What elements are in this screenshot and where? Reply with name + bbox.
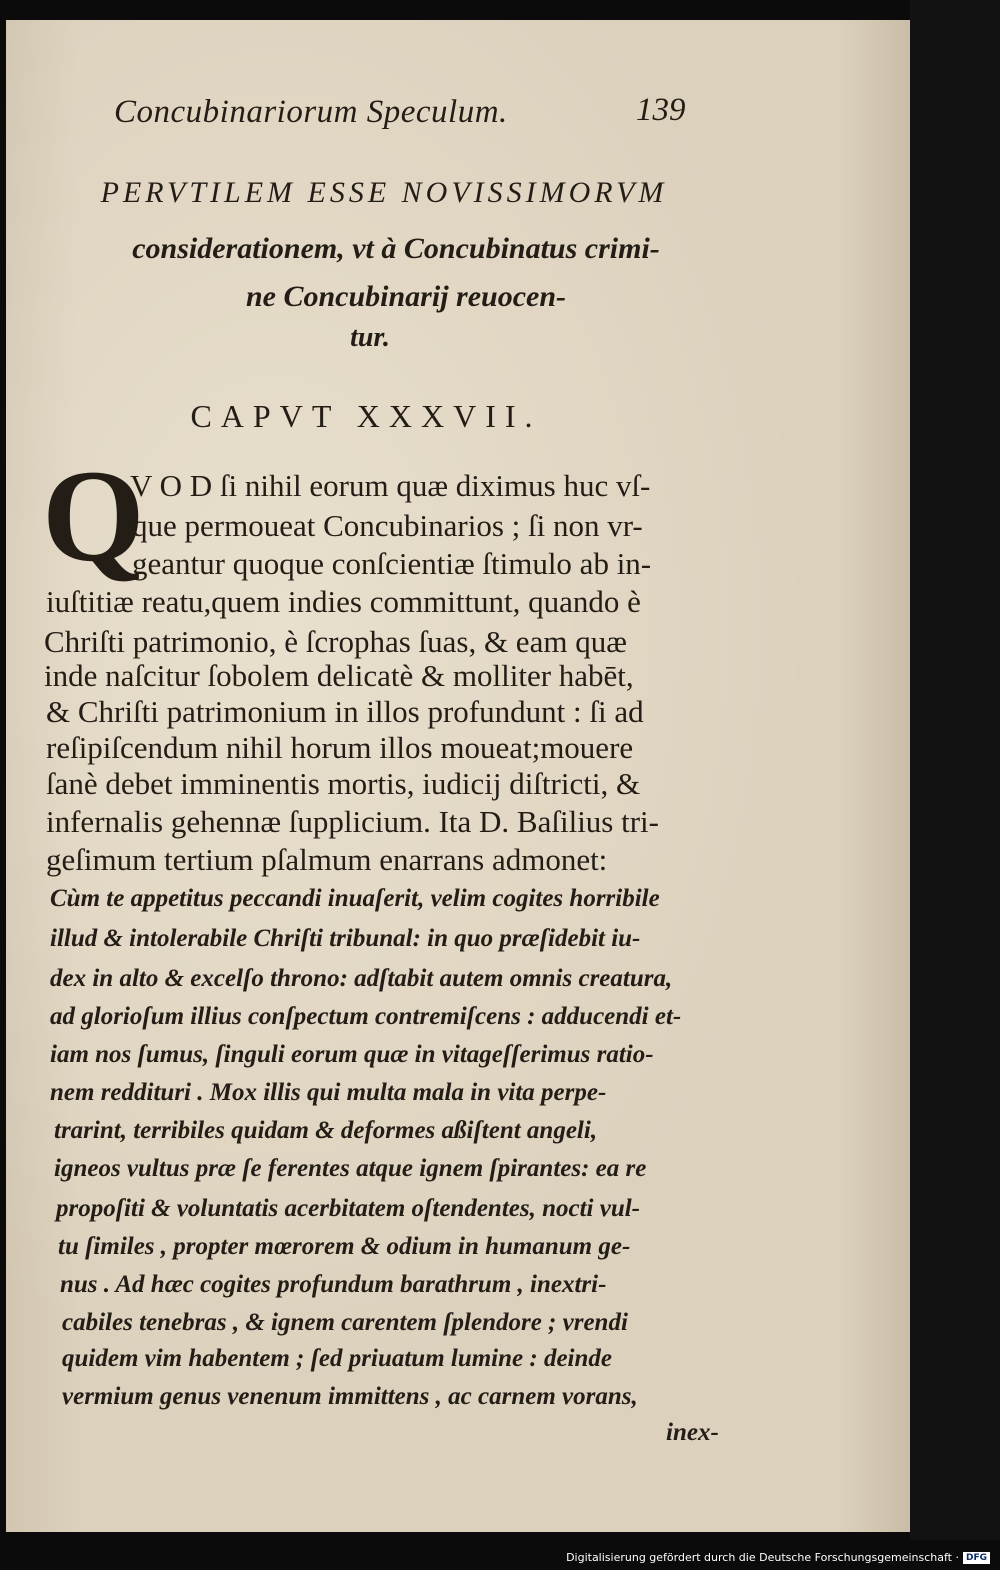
dfg-logo-icon: DFG [963,1552,990,1564]
drop-cap: Q [42,442,145,589]
body-line: geſimum tertium pſalmum enarrans admonet: [46,842,608,877]
body-line: & Chriſti patrimonium in illos profundunt : ſi ad [46,694,644,729]
digitization-credit [566,1551,990,1564]
book-page [6,20,910,1532]
quote-line: nus . Ad hæc cogites profundum barathrum , inextri- [60,1271,607,1298]
quote-line: nem reddituri . Mox illis qui multa mala in vita perpe- [50,1079,607,1106]
body-line: que permoueat Concubinarios ; ſi non vr- [132,508,643,543]
quote-line: dex in alto & excelſo throno: adſtabit autem omnis creatura, [50,965,673,992]
title-line-4: tur. [350,322,390,353]
page-number: 139 [636,92,686,128]
quote-line: quidem vim habentem ; ſed priuatum lumine : deinde [62,1345,612,1372]
body-line: ſanè debet imminentis mortis, iudicij diſtricti, & [46,766,641,801]
quote-line: cabiles tenebras , & ignem carentem ſplendore ; vrendi [62,1309,628,1336]
title-line-2: considerationem, vt à Concubinatus crimi- [132,232,660,265]
quote-line: vermium genus venenum immittens , ac carnem vorans, [62,1383,638,1410]
quote-line: Cùm te appetitus peccandi inuaſerit, velim cogites horribile [50,885,660,912]
body-line: geantur quoque conſcientiæ ſtimulo ab in- [132,546,652,581]
body-line: reſipiſcendum nihil horum illos moueat;mouere [46,730,634,765]
title-line-1: PERVTILEM ESSE NOVISSIMORVM [100,176,668,209]
catchword: inex- [666,1419,719,1446]
running-head: Concubinariorum Speculum. [114,94,508,130]
credit-text: Digitalisierung gefördert durch die Deutsche Forschungsgemeinschaft · [566,1551,959,1564]
chapter-heading: CAPVT XXXVII. [190,398,542,434]
quote-line: trarint, terribiles quidam & deformes aßiſtent angeli, [54,1117,598,1144]
body-line: V O D ſi nihil eorum quæ diximus huc vſ- [130,468,651,503]
title-line-3: ne Concubinarij reuocen- [245,280,567,313]
body-line: iuſtitiæ reatu,quem indies committunt, quando è [46,584,641,619]
quote-line: propoſiti & voluntatis acerbitatem oſtendentes, nocti vul- [56,1195,641,1222]
quote-line: ad glorioſum illius conſpectum contremiſcens : adducendi et- [50,1003,682,1030]
body-line: Chriſti patrimonio, è ſcrophas ſuas, & eam quæ [44,624,627,659]
body-line: infernalis gehennæ ſupplicium. Ita D. Baſilius tri- [46,804,659,839]
body-line: inde naſcitur ſobolem delicatè & molliter habēt, [44,658,634,693]
quote-line: illud & intolerabile Chriſti tribunal: in quo præſidebit iu- [50,925,641,952]
quote-line: tu ſimiles , propter mœrorem & odium in humanum ge- [58,1233,631,1260]
quote-line: igneos vultus præ ſe ferentes atque ignem ſpirantes: ea re [54,1155,647,1182]
scan-background-strip [910,0,1000,1540]
quote-line: iam nos ſumus, ſinguli eorum quæ in vitageſſerimus ratio- [50,1041,654,1068]
